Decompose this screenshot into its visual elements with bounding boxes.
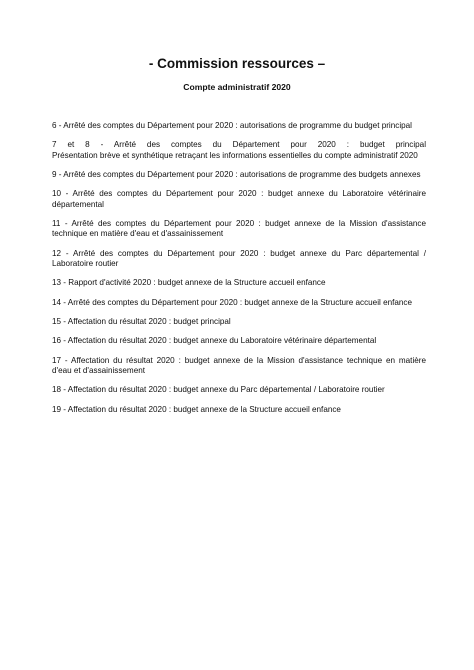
agenda-item xyxy=(52,140,426,160)
agenda-item xyxy=(52,317,426,327)
agenda-item-line: technique en matière d'eau et d'assainissement xyxy=(52,229,224,239)
agenda-item-line: 17 - Affectation du résultat 2020 : budget annexe de la Mission d'assistance technique en matière xyxy=(52,355,426,365)
agenda-item xyxy=(52,189,426,209)
agenda-item-line: 13 - Rapport d'activité 2020 : budget annexe de la Structure accueil enfance xyxy=(52,278,326,288)
agenda-item-line: d'eau et d'assainissement xyxy=(52,365,145,375)
agenda-item-line: Présentation brève et synthétique retraçant les informations essentielles du compte administratif 2020 xyxy=(52,150,418,160)
agenda-item-line: Laboratoire routier xyxy=(52,258,119,268)
agenda-item xyxy=(52,219,426,239)
agenda-item xyxy=(52,278,426,288)
agenda-item-line: 16 - Affectation du résultat 2020 : budget annexe du Laboratoire vétérinaire départemental xyxy=(52,336,377,346)
agenda-item-line: 10 - Arrêté des comptes du Département pour 2020 : budget annexe du Laboratoire vétérinaire xyxy=(52,189,426,199)
agenda-item xyxy=(52,385,426,395)
agenda-item xyxy=(52,170,426,180)
agenda-item xyxy=(52,405,426,415)
agenda-item xyxy=(52,336,426,346)
agenda-item-line: 15 - Affectation du résultat 2020 : budget principal xyxy=(52,316,231,326)
agenda-item-line: 9 - Arrêté des comptes du Département pour 2020 : autorisations de programme des budgets annexes xyxy=(52,169,421,179)
document-title: - Commission ressources – xyxy=(148,56,326,71)
agenda-item xyxy=(52,121,426,131)
agenda-item-line: 11 - Arrêté des comptes du Département pour 2020 : budget annexe de la Mission d'assistance xyxy=(52,218,426,228)
document-subtitle: Compte administratif 2020 xyxy=(183,82,291,92)
agenda-item-line: 14 - Arrêté des comptes du Département pour 2020 : budget annexe de la Structure accueil enfance xyxy=(52,297,412,307)
agenda-item-line: 12 - Arrêté des comptes du Département pour 2020 : budget annexe du Parc départemental / xyxy=(52,248,426,258)
agenda-item xyxy=(52,298,426,308)
agenda-list xyxy=(52,121,426,424)
agenda-item-line: 6 - Arrêté des comptes du Département pour 2020 : autorisations de programme du budget principal xyxy=(52,121,412,130)
agenda-item xyxy=(52,249,426,269)
agenda-item xyxy=(52,356,426,376)
agenda-item-line: 7 et 8 - Arrêté des comptes du Département pour 2020 : budget principal xyxy=(52,140,426,150)
agenda-item-line: 18 - Affectation du résultat 2020 : budget annexe du Parc départemental / Laboratoire routier xyxy=(52,385,385,395)
agenda-item-line: 19 - Affectation du résultat 2020 : budget annexe de la Structure accueil enfance xyxy=(52,404,341,414)
agenda-item-line: départemental xyxy=(52,199,104,209)
